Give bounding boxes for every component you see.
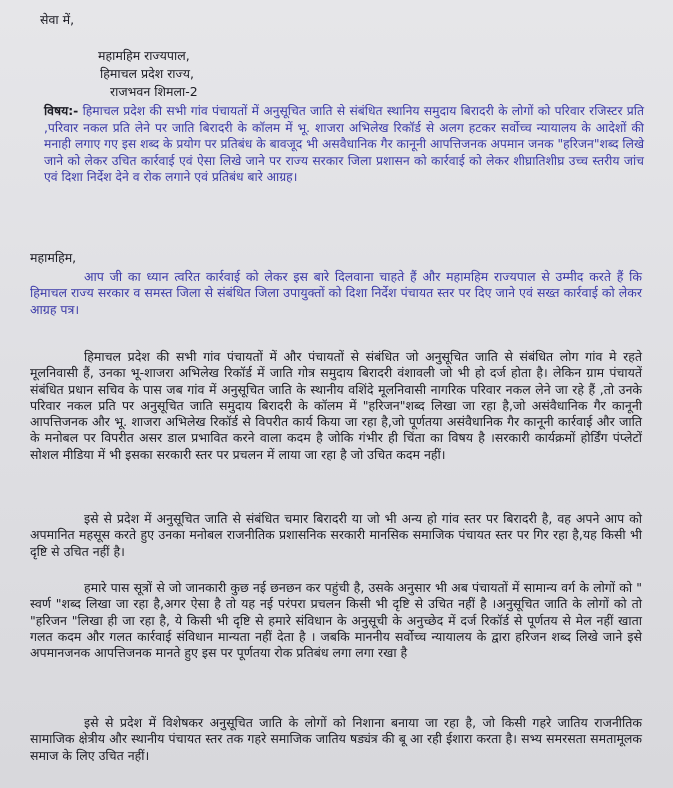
paragraph-3: इसे से प्रदेश में अनुसूचित जाति से संबंधित चमार बिरादरी या जो भी अन्य हो गांव स्तर पर बिरादरी है, वह अपने आप को अपमानित महसूस करते हुए उनका मनोबल राजनीतिक प्रशासनिक सरकारी मानसिक समाजिक पंचायत स्तर पर गिर रहा है,यह किसी भी दृष्टि से उचित नहीं है। bbox=[30, 511, 642, 559]
subject-block bbox=[44, 103, 644, 186]
recipient-line-2: हिमाचल प्रदेश राज्य, bbox=[100, 66, 194, 81]
subject-text: हिमाचल प्रदेश की सभी गांव पंचायतों में अनुसूचित जाति से संबंधित स्थानिय समुदाय बिरादरी के लोगों को परिवार रजिस्टर प्रति ,परिवार नकल प्रति लेने पर जाति बिरादरी के कॉलम में भू. शाजरा अभिलेख रिकॉर्ड से अलग हटकर सर्वोच्च न्यायालय के आदेशों की मनाही लगाए गए इस शब्द के प्रयोग पर प्रतिबंध के बावजूद भी असवैधानिक गैर कानूनी आपत्तिजनक अपमान जनक "हरिजन"शब्द लिखे जाने को लेकर उचित कार्रवाई एवं ऐसा लिखे जाने पर राज्य सरकार जिला प्रशासन को कार्रवाई को लेकर शीघ्रातिशीघ्र उच्च स्तरीय जांच एवं दिशा निर्देश देने व रोक लगाने एवं प्रतिबंध बारे आग्रह। bbox=[44, 104, 644, 185]
paragraph-5: इसे से प्रदेश में विशेषकर अनुसूचित जाति के लोगों को निशाना बनाया जा रहा है, जो किसी गहरे जातिय राजनीतिक सामाजिक क्षेत्रीय और स्थानीय पंचायत स्तर तक गहरे समाजिक जातिय षड्यंत्र की बू आ रही ईशारा करता है। सभ्य समरसता समतामूलक समाज के लिए उचित नहीं। bbox=[30, 715, 642, 763]
recipient-line-3: राजभवन शिमला-2 bbox=[110, 84, 198, 99]
recipient-line-1: महामहिम राज्यपाल, bbox=[98, 48, 190, 63]
salutation: महामहिम, bbox=[30, 250, 77, 265]
paragraph-2: हिमाचल प्रदेश की सभी गांव पंचायतों में और पंचायतों से संबंधित जो अनुसूचित जाति से संबंधित लोग गांव मे रहते मूलनिवासी हैं, उनका भू-शाजरा अभिलेख रिकॉर्ड में जाति गोत्र समुदाय बिरादरी वंशावली जो भी हो दर्ज होता है। लेकिन ग्राम पंचायतें संबंधित प्रधान सचिव के पास जब गांव में अनुसूचित जाति के स्थानीय वशिंदे मूलनिवासी नागरिक परिवार नकल लेने जा रहे हैं ,तो उनके परिवार नकल प्रति पर अनुसूचित जाति समुदाय बिरादरी के कॉलम में "हरिजन"शब्द लिखा जा रहा है,जो असंवैधानिक गैर कानूनी आपत्तिजनक और भू. शाजरा अभिलेख रिकॉर्ड से विपरीत कार्य किया जा रहा है,जो पूर्णतया असंवैधानिक गैर कानूनी कार्रवाई और जाति के मनोबल पर विपरीत असर डाल प्रभावित करने वाला कदम है जोकि गंभीर ही चिंता का विषय है ।सरकारी कार्यक्रमों होर्डिंग पंप्लेटों सोशल मीडिया में भी इसका सरकारी स्तर पर प्रचलन में लाया जा रहा है जो उचित कदम नहीं। bbox=[30, 349, 642, 462]
paragraph-4: हमारे पास सूत्रों से जो जानकारी कुछ नई छनछन कर पहुंची है, उसके अनुसार भी अब पंचायतों में सामान्य वर्ग के लोगों को " स्वर्ण "शब्द लिखा जा रहा है,अगर ऐसा है तो यह नई परंपरा प्रचलन किसी भी दृष्टि से उचित नहीं है ।अनुसूचित जाति के लोगों को तो "हरिजन "लिखा ही जा रहा है, ये किसी भी दृष्टि से हमारे संविधान के अनुसूची के अनुच्छेद में दर्ज रिकॉर्ड से पूर्णतय से मेल नहीं खाता गलत कदम और गलत कार्रवाई संविधान मान्यता नहीं देता है । जबकि माननीय सर्वोच्च न्यायालय के द्वारा हरिजन शब्द लिखे जाने इसे अपमानजनक आपत्तिजनक मानते हुए इस पर पूर्णतया रोक प्रतिबंध लगा लगा रखा है bbox=[30, 580, 642, 661]
paragraph-1: आप जी का ध्यान त्वरित कार्रवाई को लेकर इस बारे दिलवाना चाहते हैं और महामहिम राज्यपाल से उम्मीद करते हैं कि हिमाचल राज्य सरकार व समस्त जिला से संबंधित जिला उपायुक्तों को दिशा निर्देश पंचायत स्तर पर दिए जाने एवं सख्त कार्रवाई को लेकर आग्रह पत्र। bbox=[30, 269, 642, 317]
to-label: सेवा में, bbox=[40, 12, 75, 27]
subject-label: विषय:- bbox=[44, 104, 79, 118]
